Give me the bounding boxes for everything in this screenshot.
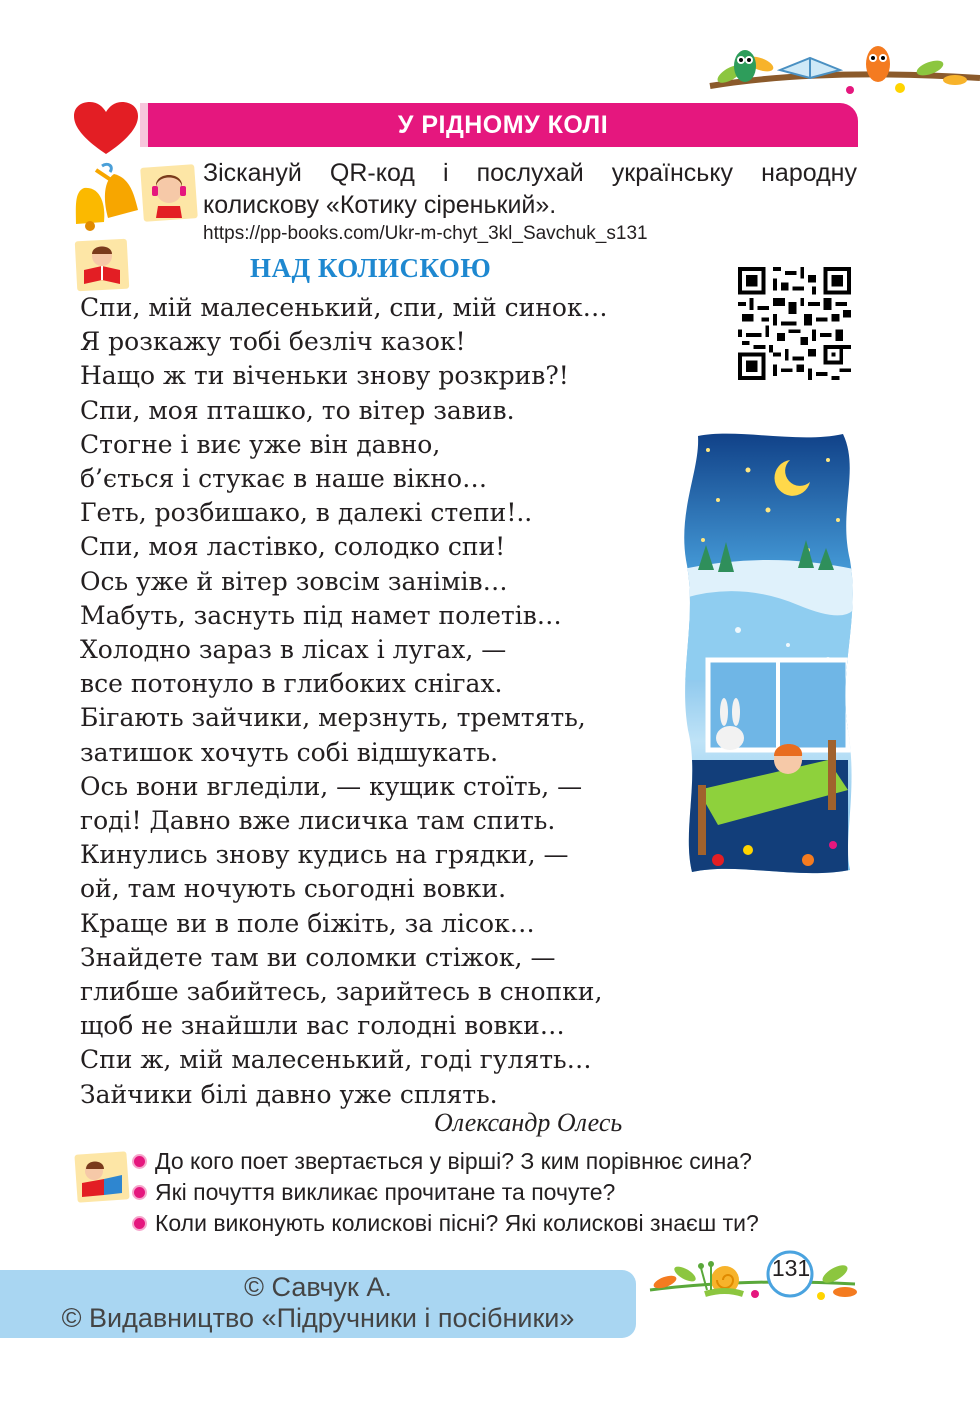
poem-line: Бігають зайчики, мерзнуть, тремтять, <box>80 703 586 733</box>
copyright-author: © Савчук А. <box>244 1272 392 1302</box>
poem-line: Спи, моя пташко, то вітер завив. <box>80 395 515 425</box>
poem-line: Зайчики білі давно уже сплять. <box>80 1079 498 1109</box>
section-title: У РІДНОМУ КОЛІ <box>397 111 609 139</box>
audio-link[interactable]: https://pp-books.com/Ukr-m-chyt_3kl_Savchuk_s131 <box>203 223 648 244</box>
qr-code[interactable] <box>738 267 851 380</box>
question-item <box>132 1146 759 1177</box>
heart-icon <box>72 100 140 156</box>
bullet-icon <box>132 1216 147 1231</box>
poem-author: Олександр Олесь <box>434 1108 623 1137</box>
poem-title: НАД КОЛИСКОЮ <box>250 253 492 283</box>
question-item <box>132 1208 759 1239</box>
poem-line: б’ється і стукає в наше вікно… <box>80 464 488 494</box>
question-item <box>132 1177 759 1208</box>
poem-line: ой, там ночують сьогодні вовки. <box>80 874 507 904</box>
poem-line: Краще ви в поле біжіть, за лісок… <box>80 908 535 938</box>
instruction-text: Зіскануй QR-код і послухай українську народну колискову «Котику сіренький». <box>203 159 857 219</box>
bell-icon <box>74 160 142 232</box>
question-text: Коли виконують колискові пісні? Які колискові знаєш ти? <box>155 1210 759 1236</box>
poem-line: Я розкажу тобі безліч казок! <box>80 327 466 357</box>
poem-line: щоб не знайшли вас голодні вовки… <box>80 1011 565 1041</box>
poem-line: Геть, розбишако, в далекі степи!.. <box>80 498 533 528</box>
question-text: До кого поет звертається у вірші? З ким порівнює сина? <box>155 1148 752 1174</box>
poem-line: Спи, мій малесенький, спи, мій синок… <box>80 293 608 322</box>
poem-line: годі! Давно вже лисичка там спить. <box>80 806 556 836</box>
questions-icon <box>74 1149 130 1203</box>
poem-line: Ось вони вгледіли, — кущик стоїть, — <box>80 771 583 801</box>
poem-line: глибше забийтесь, зарийтесь в снопки, <box>80 977 603 1007</box>
poem-line: Стогне і виє уже він давно, <box>80 429 441 459</box>
poem-line: Мабуть, заснуть під намет полетів… <box>80 600 562 630</box>
poem-line: Холодно зараз в лісах і лугах, — <box>80 635 507 665</box>
bullet-icon <box>132 1185 147 1200</box>
read-icon <box>74 236 130 292</box>
poem-line: все потонуло в глибоких снігах. <box>80 669 503 699</box>
poem-text <box>80 291 710 1112</box>
poem-line: Спи, моя ластівко, солодко спи! <box>80 532 506 562</box>
poem-line: Кинулись знову кудись на грядки, — <box>80 840 569 870</box>
banner-stripe <box>140 103 148 147</box>
poem-line: Ось уже й вітер зовсім занімів… <box>80 566 508 596</box>
bullet-icon <box>132 1154 147 1169</box>
poem-line: Нащо ж ти віченьки знову розкрив?! <box>80 361 569 391</box>
poem-line: Знайдете там ви соломки стіжок, — <box>80 942 556 972</box>
poem-line: Спи ж, мій малесенький, годі гулять… <box>80 1045 592 1075</box>
poem-line: затишок хочуть собі відшукать. <box>80 737 499 767</box>
page-number: 131 <box>771 1255 811 1281</box>
listen-icon <box>140 160 198 222</box>
branch-birds-decoration <box>700 28 980 108</box>
copyright-publisher: © Видавництво «Підручники і посібники» <box>61 1303 575 1333</box>
question-text: Які почуття викликає прочитане та почуте? <box>155 1179 616 1205</box>
questions-list <box>132 1146 759 1239</box>
winter-night-illustration <box>678 430 858 875</box>
snail-flowers-decoration <box>645 1238 860 1308</box>
